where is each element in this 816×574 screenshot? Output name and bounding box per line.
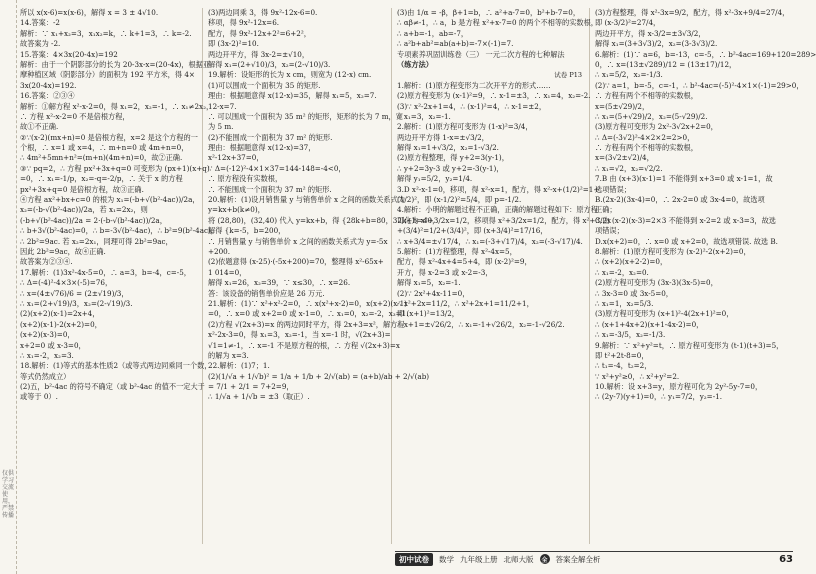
answer-line: ∴ x+1=±√26/2，∴ x₁=-1+√26/2，x₂=-1-√26/2. [397, 319, 565, 329]
answer-column-1 [20, 8, 218, 546]
column-divider [202, 8, 203, 544]
answer-line: 解得 {k=-5，b=200， [208, 226, 286, 236]
answer-line: 可化为 x²+3/2x=1/2，移项得 x²+3/2x=1/2，配方，得 x²+3/2x [397, 215, 612, 225]
answer-line: 个根，∴ x=1 或 x=4，∴ m+n=0 或 4m+n=0， [20, 143, 189, 153]
answer-line: (2)依题意得 (x-25)·(-5x+200)=70，整理得 x²-65x+ [208, 257, 384, 267]
answer-line: 3x(20-4x)=192. [20, 80, 77, 90]
answer-line: (3)原方程可变形为 2x²-3√2x+2=0， [595, 122, 718, 132]
answer-line: 故①不正确. [20, 122, 59, 132]
answer-line: ∴ 不能围成一个面积为 37 m² 的矩形. [208, 184, 332, 194]
answer-column-4 [595, 8, 816, 546]
answer-line: (2)原方程变形为 (x-1)²=9，∴ x-1=±3，∴ x₁=4，x₂=-2. [397, 91, 591, 101]
binding-margin [0, 0, 17, 574]
answer-line: (x+2)(x-1)-2(x+2)=0， [20, 319, 102, 329]
answer-line: ∴ Δ=(-4)²-4×3×(-5)=76， [20, 278, 113, 288]
edition-label: 北师大版 [503, 554, 534, 564]
answer-line: 移项，得 9x²-12x=6. [208, 18, 280, 28]
answer-line: x=(5±√29)/2， [595, 101, 650, 111]
answer-line: ∴ 方程 x²-x-2=0 不是倍根方程， [20, 111, 130, 121]
answer-line: 开方，得 x-2=3 或 x-2=-3， [397, 267, 493, 277]
answer-line: 两边开平方，得 x-3/2=±3√3/2， [595, 28, 706, 38]
answer-line: 17.解析：(1)3x²-4x-5=0，∴ a=3，b=-4，c=-5， [20, 267, 191, 277]
subject-label: 数学 [439, 554, 454, 564]
answer-line: 解得 x₁=(2+√10)/3，x₂=(2-√10)/3. [208, 59, 331, 69]
answer-line: ∴ αβ≠-1，∴ a，b 是方程 x²+x-7=0 的两个不相等的实数根， [397, 18, 598, 28]
answer-line: =0，∴ x₁=-1/p，x₂=-q=-2/p，∴ 关于 x 的方程 [20, 174, 183, 184]
answer-line: ∴ (2y-7)(y+1)=0，∴ y₁=7/2，y₂=-1. [595, 392, 722, 402]
answer-line: ④方程 ax²+bx+c=0 的根为 x₁=(-b+√(b²-4ac))/2a， [20, 195, 200, 205]
answer-line: ∴ b+3√(b²-4ac)=0，∴ b=-3√(b²-4ac)，∴ b²=9(b²-4ac)， [20, 226, 218, 236]
answer-line: 14.答案：-2 [20, 18, 60, 28]
answer-label: 答案全解全析 [555, 554, 601, 564]
answer-line: 6.解析：(1)∵ a=6，b=-13，c=-5，∴ b²-4ac=169+120=289> [595, 49, 816, 59]
column-divider [589, 8, 590, 544]
answer-line: C.由 (x-2)(x-3)=2×3 不能得到 x-2=2 或 x-3=3，故选 [595, 215, 776, 225]
answer-line: ∴ x₁=√2，x₂=√2/2. [595, 163, 663, 173]
answer-line: ∴ x₁=5/2，x₂=-1/3. [595, 70, 663, 80]
section-ref: 试卷 P13 [554, 71, 582, 80]
answer-line: 故答案为②③④. [20, 257, 73, 267]
answer-line: (x+2)(x-3)=0， [20, 330, 75, 340]
book-icon: 全 [540, 554, 550, 564]
answer-line: 4.解析：小明的解题过程不正确，正确的解题过程如下：原方程 [397, 205, 598, 215]
answer-line: 配方，得 x²-4x+4=5+4，即 (x-2)²=9， [397, 257, 532, 267]
answer-line: 12-x=7. [208, 101, 237, 111]
answer-line: x₂=(-b-√(b²-4ac))/2a，若 x₁=2x₂，则 [20, 205, 148, 215]
answer-line: 8.解析：(1)原方程可变形为 (x-2)²-2(x+2)=0， [595, 246, 751, 256]
answer-line: 7.B 由 (x+3)(x-1)=1 不能得到 x+3=0 或 x-1=1，故 [595, 174, 773, 184]
answer-line: ∵ x²+y²≥0，∴ x²+y²=2. [595, 371, 680, 381]
answer-line: ∴ t₁=-4，t₂=2， [595, 361, 652, 371]
answer-line: 因此 2b²=9ac，故④正确. [20, 246, 106, 256]
answer-line: 选项错误； [595, 184, 631, 194]
answer-line: ③∵ pq=2，∴ 方程 px²+3x+q=0 可变形为 (px+1)(x+q) [20, 163, 210, 173]
answer-line: x=(3√2±√2)/4， [595, 153, 654, 163]
answer-line: ∴ x²+2x=11/2，∴ x²+2x+1=11/2+1， [397, 298, 534, 308]
answer-line: 两边开平方，得 3x-2=±√10， [208, 49, 310, 59]
answer-line: (2)原方程整理，得 y+2=3(y-1)， [397, 153, 509, 163]
answer-line: 10.解析：设 x+3=y，原方程可化为 2y²-5y-7=0， [595, 382, 763, 392]
answer-line: ②∵(x-2)(mx+n)=0 是倍根方程，x=2 是这个方程的一 [20, 132, 198, 142]
answer-line: +200. [208, 246, 231, 256]
page-number: 63 [779, 553, 793, 565]
answer-line: ∴ x₁=3，x₂=-1. [397, 111, 451, 121]
answer-line: (1/2)²，即 (x-1/2)²=5/4，即 p=-1/2. [397, 195, 522, 205]
answer-line: +(3/4)²=1/2+(3/4)²，即 (x+3/4)²=17/16， [397, 226, 548, 236]
answer-line: 两边开平方得 1-x=±√3/2， [397, 132, 489, 142]
answer-line: y=kx+b(k≠0)， [208, 205, 265, 215]
answer-line: 解得 x₁=5，x₂=-1. [397, 278, 461, 288]
answer-line: ∴ a²b+ab²=ab(a+b)=-7×(-1)=7. [397, 39, 514, 49]
answer-line: ∴ 可以围成一个面积为 35 m² 的矩形，矩形的长为 7 m，宽 [208, 111, 403, 121]
answer-line: ∴ 月销售量 y 与销售单价 x 之间的函数关系式为 y=-5x [208, 236, 388, 246]
margin-note: 仅供学习交流使用，严禁传播 [2, 470, 15, 519]
answer-line: 2.解析：(1)原方程可变形为 (1-x)²=3/4， [397, 122, 533, 132]
answer-line: 16.答案：②③④ [20, 91, 75, 101]
answer-line: 22.解析：(1)7；1. [208, 361, 270, 371]
answer-line: 专项素养巩固训练卷（三） 一元二次方程的七种解法 [397, 49, 565, 59]
answer-line: 项错误； [595, 226, 624, 236]
answer-line: (2)(1/√a + 1/√b)² = 1/a + 1/b + 2/√(ab) = (a+b)/ab + 2/√(ab) [208, 371, 430, 381]
answer-line: ∴ x₁=-2，x₂=0. [595, 267, 649, 277]
answer-line: ∴ Δ=(-3√2)²-4×2×2=2>0， [595, 132, 695, 142]
answer-line: 解得 x₁=1+√3/2，x₂=1-√3/2. [397, 143, 499, 153]
answer-line: 故答案为 -2. [20, 39, 61, 49]
answer-line: √1=1≠-1，∴ x=-1 不是原方程的根，∴ 方程 √(2x+3)=x [208, 340, 400, 350]
answer-line: 5.解析：(1)方程整理，得 x²-4x=5， [397, 246, 517, 256]
answer-line: (1)可以围成一个面积为 35 的矩形. [208, 80, 321, 90]
answer-line: x²-12x+37=0， [208, 153, 264, 163]
answer-line: (3)两边同乘 3，得 9x²-12x-6=0. [208, 8, 318, 17]
answer-line: x²-2x-3=0，得 x₁=3，x₂=-1，当 x=-1 时，√(2x+3)= [208, 330, 391, 340]
answer-line: ∴ 1/√a + 1/√b = ±3（取正）. [208, 392, 310, 402]
answer-line: 或等于 0）. [20, 392, 58, 402]
answer-line: 解析：∵ x₁+x₂=3，x₁x₂=k，∴ k+1=3，∴ k=-2. [20, 28, 192, 38]
answer-line: 15.答案：4×3x(20-4x)=192 [20, 49, 118, 59]
answer-line: (3)原方程可变形为 (x+1)²-4(2x+1)²=0， [595, 309, 734, 319]
answer-line: (3)方程整理，得 x²-3x=9/2，配方，得 x²-3x+9/4=27/4， [595, 8, 790, 17]
answer-line: 1.解析：(1)原方程变形为二次开平方的形式…… [397, 80, 551, 90]
answer-line: 解得 x₁=26，x₂=39，∵ x≤30，∴ x=26. [208, 278, 351, 288]
answer-line: px²+3x+q=0 是倍根方程，故③正确. [20, 184, 144, 194]
answer-line: 20.解析：(1)设月销售量 y 与销售单价 x 之间的函数关系式为 [208, 195, 405, 205]
answer-line: 答：该设备的销售单价应是 26 万元. [208, 288, 325, 298]
answer-line: 理由：根据题意得 x(12-x)=37， [208, 143, 316, 153]
answer-line: 解得 y₁=5/2，y₂=1/4. [397, 174, 473, 184]
grade-label: 九年级上册 [460, 554, 498, 564]
answer-line: 19.解析：设矩形的长为 x cm，则宽为 (12-x) cm. [208, 70, 372, 80]
answer-line: (2)∵ 2x²+4x-11=0， [397, 288, 470, 298]
answer-line: （练方法） [397, 59, 433, 69]
answer-line: 所以 x(x-6)=x(x-6)，解得 x = 3 ± 4√10. [20, 8, 159, 17]
answer-line: 即 (x-3/2)²=27/4， [595, 18, 661, 28]
answer-line: 9.解析：∵ x²+y²=t，∴ 原方程可变形为 (t-1)(t+3)=5， [595, 340, 784, 350]
answer-line: 0，∴ x=(13±√289)/12 = (13±17)/12， [595, 59, 737, 69]
answer-line: ∴ 原方程没有实数根， [208, 174, 283, 184]
answer-line: 解析：①解方程 x²-x-2=0，得 x₁=2，x₂=-1，∴ x₁≠2x₂， [20, 101, 214, 111]
answer-line: ∴ y+2=3y-3 或 y+2=-3(y-1)， [397, 163, 504, 173]
answer-line: 即 (3x-2)²=10. [208, 39, 259, 49]
answer-line: 为 5 m. [208, 122, 234, 132]
answer-line: ∴ (x+2)(x+2-2)=0， [595, 257, 668, 267]
answer-line: (3)∵ x²-2x+1=4，∴ (x-1)²=4，∴ x-1=±2， [397, 101, 547, 111]
answer-line: 等式仍然成立） [20, 371, 71, 381]
page-footer [395, 551, 793, 566]
answer-line: x+2=0 或 x-3=0， [20, 340, 86, 350]
answer-line: ∴ x₁=(2+√19)/3，x₂=(2-√19)/3. [20, 298, 133, 308]
answer-line: =0，∴ x=0 或 x+2=0 或 x-1=0，∴ x₁=0，x₂=-2，x₃=1. [208, 309, 409, 319]
answer-line: 21.解析：(1)∵ x²+x²-2=0，∴ x(x²+x-2)=0，x(x+2)(x-1) [208, 298, 407, 308]
answer-line: (2)原方程可变形为 (3x-3)(3x-5)=0， [595, 278, 718, 288]
answer-line: 将 (28,80)，(32,40) 代入 y=kx+b，得 {28k+b=80，32k+b=40， [208, 215, 440, 225]
answer-line: ∴ x₁=1，x₂=5/3. [595, 298, 654, 308]
answer-line: ∴ x=(4±√76)/6 = (2±√19)/3， [20, 288, 129, 298]
answer-line: 解析：由于一个阴影部分的长为 20-3x-x=(20-4x)，根据亚 [20, 59, 211, 69]
brand-logo: 初中试卷 [395, 553, 433, 566]
answer-line: ∴ x₁=-3/5，x₂=-1/3. [595, 330, 666, 340]
answer-line: 配方，得 9x²-12x+2²=6+2²， [208, 28, 311, 38]
answer-line: 摩种植区域（阴影部分）的面积为 192 平方米，得 4× [20, 70, 195, 80]
answer-line: 理由：根据题意得 x(12-x)=35，解得 x₁=5，x₂=7. [208, 91, 377, 101]
answer-line: (3)由 1/α = -β，β+1=b，∴ a²+a-7=0，b²+b-7=0， [397, 8, 581, 17]
answer-line: ∴ a+b=-1，ab=-7， [397, 28, 469, 38]
answer-line: 正确； [595, 205, 617, 215]
answer-line: 18.解析：(1)等式的基本性质2（或等式两边同乘同一个数， [20, 361, 212, 371]
answer-line: (2)五，b²-4ac 的符号不确定（或 b²-4ac 的值不一定大于 [20, 382, 205, 392]
answer-line: 3.D x²-x-1=0，移项，得 x²-x=1，配方，得 x²-x+(1/2)²=1+ [397, 184, 600, 194]
answer-line: ∴ 4m²+5mn+n²=(m+n)(4m+n)=0，故②正确. [20, 153, 183, 163]
answer-line: ∵ Δ=(-12)²-4×1×37=144-148=-4<0， [208, 163, 346, 173]
answer-line: ∴ x+3/4=±√17/4，∴ x₁=(-3+√17)/4，x₂=(-3-√17)/4. [397, 236, 583, 246]
answer-line: 1 014=0， [208, 267, 247, 277]
answer-line: (2)(x+2)(x-1)=2x+4， [20, 309, 100, 319]
answer-line: B.(2x-2)(3x-4)=0，∴ 2x-2=0 或 3x-4=0，故选项 [595, 195, 765, 205]
answer-line: ∴ x₁=-2，x₂=3. [20, 350, 74, 360]
answer-line: = 7/1 + 2/1 = 7+2=9， [208, 382, 294, 392]
answer-line: (2)∵ a=1，b=-5，c=-1，∴ b²-4ac=(-5)²-4×1×(-1)=29>0， [595, 80, 804, 90]
answer-line: 解得 x₁=(3+3√3)/2，x₂=(3-3√3)/2. [595, 39, 718, 49]
answer-line: ∴ 方程有两个不相等的实数根， [595, 143, 698, 153]
answer-line: ∴ (x+1+4x+2)(x+1-4x-2)=0， [595, 319, 704, 329]
answer-line: ∴ x₁=(5+√29)/2，x₂=(5-√29)/2. [595, 111, 708, 121]
answer-line: 即 (x+1)²=13/2， [397, 309, 459, 319]
column-divider [391, 8, 392, 544]
answer-line: ∴ 方程有两个不相等的实数根， [595, 91, 698, 101]
answer-line: (-b+√(b²-4ac))/2a = 2·(-b-√(b²-4ac))/2a， [20, 215, 167, 225]
answer-line: 即 t²+2t-8=0， [595, 350, 649, 360]
answer-line: D.x(x+2)=0，∴ x=0 或 x+2=0，故选项错误. 故选 B. [595, 236, 778, 246]
answer-line: (2)不能围成一个面积为 37 m² 的矩形. [208, 132, 333, 142]
answer-line: 的解为 x=3. [208, 350, 249, 360]
answer-line: (2)方程 √(2x+3)=x 的两边同时平方，得 2x+3=x²，解方程 [208, 319, 405, 329]
answer-line: ∴ 3x-3=0 或 3x-5=0， [595, 288, 673, 298]
answer-line: ∴ 2b²=9ac. 若 x₂=2x₁，同理可得 2b²=9ac， [20, 236, 173, 246]
